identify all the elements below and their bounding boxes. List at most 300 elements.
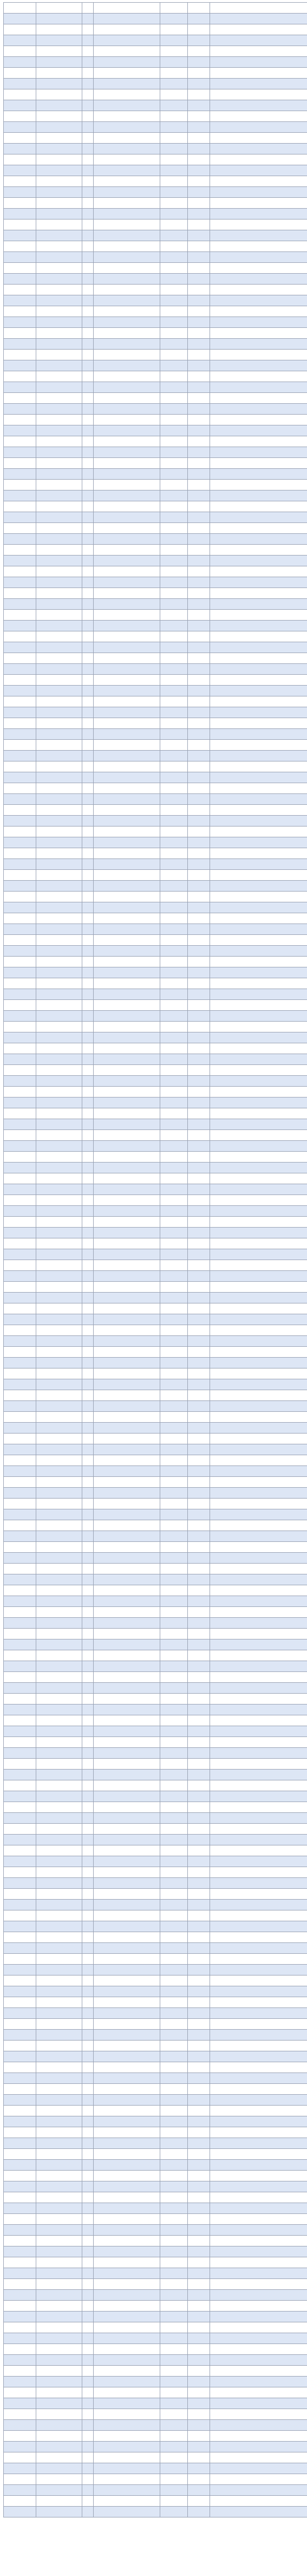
- table-cell-note: [188, 740, 210, 751]
- table-cell-unit: [36, 2409, 82, 2420]
- table-cell-unit: [36, 2452, 82, 2463]
- table-cell-unit: [36, 57, 82, 68]
- table-cell-education: [160, 805, 188, 816]
- table-cell-num: [82, 1802, 94, 1813]
- table-cell-note: [188, 1770, 210, 1780]
- table-cell-other: [210, 523, 307, 534]
- table-cell-other: [210, 1856, 307, 1867]
- table-cell-note: [188, 447, 210, 458]
- table-cell-unit: [36, 2333, 82, 2344]
- table-cell-note: [188, 295, 210, 306]
- table-row: [4, 2474, 307, 2485]
- table-row: [4, 2496, 307, 2507]
- table-cell-note: [188, 2095, 210, 2106]
- table-cell-num: [82, 653, 94, 664]
- table-cell-unit: [36, 2268, 82, 2279]
- table-cell-num: [82, 610, 94, 621]
- table-cell-unit: [36, 2474, 82, 2485]
- table-cell-code: [4, 1650, 36, 1661]
- table-row: [4, 480, 307, 490]
- table-cell-other: [210, 1770, 307, 1780]
- table-cell-num: [82, 1087, 94, 1097]
- table-cell-unit: [36, 1639, 82, 1650]
- table-cell-unit: [36, 339, 82, 350]
- table-cell-note: [188, 1032, 210, 1043]
- table-cell-requirement: [94, 827, 160, 837]
- table-cell-requirement: [94, 3, 160, 14]
- table-row: [4, 2463, 307, 2474]
- table-row: [4, 1054, 307, 1065]
- table-cell-note: [188, 902, 210, 913]
- table-cell-num: [82, 501, 94, 512]
- table-cell-code: [4, 1271, 36, 1282]
- table-row: [4, 902, 307, 913]
- table-row: [4, 458, 307, 469]
- table-cell-unit: [36, 2420, 82, 2431]
- table-cell-requirement: [94, 1650, 160, 1661]
- table-cell-unit: [36, 14, 82, 24]
- table-cell-note: [188, 371, 210, 382]
- table-row: [4, 176, 307, 187]
- table-row: [4, 447, 307, 458]
- table-cell-num: [82, 2398, 94, 2409]
- table-cell-unit: [36, 1054, 82, 1065]
- table-cell-other: [210, 1553, 307, 1564]
- table-cell-other: [210, 2095, 307, 2106]
- table-cell-num: [82, 989, 94, 1000]
- table-cell-requirement: [94, 1152, 160, 1163]
- table-cell-other: [210, 1119, 307, 1130]
- table-cell-unit: [36, 2160, 82, 2171]
- table-cell-unit: [36, 967, 82, 978]
- table-cell-unit: [36, 718, 82, 729]
- table-cell-requirement: [94, 1672, 160, 1683]
- table-cell-code: [4, 1531, 36, 1542]
- table-cell-requirement: [94, 187, 160, 198]
- table-cell-note: [188, 729, 210, 740]
- table-row: [4, 718, 307, 729]
- table-cell-note: [188, 1271, 210, 1282]
- table-cell-unit: [36, 642, 82, 653]
- table-cell-requirement: [94, 1000, 160, 1011]
- table-cell-unit: [36, 1878, 82, 1889]
- table-cell-education: [160, 837, 188, 848]
- table-cell-note: [188, 924, 210, 935]
- table-cell-requirement: [94, 534, 160, 545]
- table-cell-num: [82, 111, 94, 122]
- table-cell-requirement: [94, 794, 160, 805]
- table-cell-unit: [36, 198, 82, 209]
- table-cell-other: [210, 230, 307, 241]
- table-cell-code: [4, 2463, 36, 2474]
- table-cell-note: [188, 209, 210, 219]
- table-cell-other: [210, 892, 307, 902]
- table-cell-num: [82, 68, 94, 79]
- table-cell-note: [188, 588, 210, 599]
- table-cell-note: [188, 545, 210, 556]
- table-cell-other: [210, 794, 307, 805]
- table-cell-num: [82, 1824, 94, 1835]
- table-cell-education: [160, 458, 188, 469]
- table-row: [4, 1347, 307, 1358]
- table-row: [4, 469, 307, 480]
- table-cell-code: [4, 740, 36, 751]
- table-cell-unit: [36, 957, 82, 967]
- table-cell-education: [160, 2160, 188, 2171]
- table-cell-num: [82, 1173, 94, 1184]
- table-cell-code: [4, 1206, 36, 1217]
- table-cell-note: [188, 696, 210, 707]
- table-cell-requirement: [94, 1997, 160, 2008]
- table-cell-unit: [36, 2496, 82, 2507]
- table-row: [4, 2192, 307, 2203]
- table-cell-other: [210, 1358, 307, 1368]
- table-row: [4, 219, 307, 230]
- table-cell-requirement: [94, 1238, 160, 1249]
- table-cell-note: [188, 707, 210, 718]
- table-cell-unit: [36, 1726, 82, 1737]
- table-cell-note: [188, 2225, 210, 2236]
- table-cell-other: [210, 653, 307, 664]
- table-cell-unit: [36, 187, 82, 198]
- table-cell-other: [210, 2041, 307, 2051]
- table-cell-requirement: [94, 2246, 160, 2257]
- table-row: [4, 1553, 307, 1564]
- table-cell-code: [4, 1791, 36, 1802]
- table-cell-other: [210, 1531, 307, 1542]
- table-cell-requirement: [94, 761, 160, 772]
- table-cell-education: [160, 2106, 188, 2116]
- table-cell-unit: [36, 2312, 82, 2322]
- table-cell-code: [4, 924, 36, 935]
- table-cell-unit: [36, 1108, 82, 1119]
- table-cell-note: [188, 274, 210, 285]
- table-cell-code: [4, 1770, 36, 1780]
- table-cell-education: [160, 2409, 188, 2420]
- table-cell-code: [4, 2377, 36, 2387]
- table-row: [4, 2442, 307, 2452]
- table-cell-code: [4, 350, 36, 360]
- table-row: [4, 382, 307, 393]
- table-cell-requirement: [94, 1748, 160, 1759]
- table-cell-education: [160, 2420, 188, 2431]
- table-cell-num: [82, 1770, 94, 1780]
- table-cell-requirement: [94, 469, 160, 480]
- table-cell-code: [4, 566, 36, 577]
- table-cell-num: [82, 1932, 94, 1943]
- table-cell-note: [188, 621, 210, 631]
- table-row: [4, 57, 307, 68]
- table-cell-other: [210, 827, 307, 837]
- table-cell-unit: [36, 2279, 82, 2290]
- table-cell-code: [4, 534, 36, 545]
- table-cell-num: [82, 1119, 94, 1130]
- table-cell-unit: [36, 68, 82, 79]
- table-cell-unit: [36, 1325, 82, 1336]
- table-cell-code: [4, 805, 36, 816]
- table-cell-requirement: [94, 1900, 160, 1910]
- table-cell-requirement: [94, 1705, 160, 1715]
- table-cell-requirement: [94, 881, 160, 892]
- table-cell-other: [210, 1412, 307, 1423]
- table-cell-requirement: [94, 751, 160, 761]
- table-cell-num: [82, 2051, 94, 2062]
- table-cell-other: [210, 1314, 307, 1325]
- table-cell-note: [188, 1401, 210, 1412]
- table-cell-unit: [36, 924, 82, 935]
- table-cell-num: [82, 1184, 94, 1195]
- table-cell-note: [188, 57, 210, 68]
- table-cell-education: [160, 198, 188, 209]
- table-cell-code: [4, 2246, 36, 2257]
- table-cell-code: [4, 1878, 36, 1889]
- table-cell-code: [4, 664, 36, 675]
- table-cell-education: [160, 707, 188, 718]
- table-cell-education: [160, 1282, 188, 1293]
- table-cell-num: [82, 1986, 94, 1997]
- table-cell-requirement: [94, 2084, 160, 2095]
- table-cell-education: [160, 1054, 188, 1065]
- table-cell-code: [4, 1303, 36, 1314]
- table-cell-education: [160, 935, 188, 946]
- table-cell-requirement: [94, 2181, 160, 2192]
- table-cell-note: [188, 2160, 210, 2171]
- table-cell-code: [4, 122, 36, 133]
- table-cell-other: [210, 1228, 307, 1238]
- table-cell-education: [160, 371, 188, 382]
- table-cell-other: [210, 501, 307, 512]
- table-cell-unit: [36, 1271, 82, 1282]
- table-cell-note: [188, 1845, 210, 1856]
- table-cell-education: [160, 1910, 188, 1921]
- table-cell-note: [188, 827, 210, 837]
- table-cell-code: [4, 2312, 36, 2322]
- table-cell-other: [210, 1444, 307, 1455]
- table-row: [4, 1271, 307, 1282]
- table-cell-other: [210, 1900, 307, 1910]
- table-cell-unit: [36, 1900, 82, 1910]
- table-cell-note: [188, 577, 210, 588]
- table-cell-education: [160, 24, 188, 35]
- table-cell-note: [188, 1238, 210, 1249]
- table-row: [4, 1293, 307, 1303]
- table-cell-note: [188, 382, 210, 393]
- table-cell-unit: [36, 469, 82, 480]
- table-cell-education: [160, 2279, 188, 2290]
- table-cell-note: [188, 360, 210, 371]
- table-cell-num: [82, 1011, 94, 1022]
- table-row: [4, 1975, 307, 1986]
- table-row: [4, 1802, 307, 1813]
- table-cell-code: [4, 1564, 36, 1574]
- table-cell-requirement: [94, 415, 160, 425]
- table-row: [4, 577, 307, 588]
- table-cell-requirement: [94, 946, 160, 957]
- table-cell-note: [188, 1000, 210, 1011]
- table-cell-note: [188, 1217, 210, 1228]
- table-cell-education: [160, 577, 188, 588]
- table-cell-num: [82, 89, 94, 100]
- table-cell-unit: [36, 1618, 82, 1629]
- table-row: [4, 2051, 307, 2062]
- table-row: [4, 285, 307, 295]
- table-cell-num: [82, 1000, 94, 1011]
- table-cell-num: [82, 1314, 94, 1325]
- table-cell-requirement: [94, 2106, 160, 2116]
- table-cell-code: [4, 1661, 36, 1672]
- table-cell-education: [160, 2041, 188, 2051]
- table-cell-unit: [36, 1466, 82, 1477]
- table-cell-education: [160, 328, 188, 339]
- table-row: [4, 2181, 307, 2192]
- table-cell-education: [160, 1943, 188, 1954]
- table-cell-code: [4, 339, 36, 350]
- table-cell-code: [4, 1639, 36, 1650]
- table-cell-other: [210, 2149, 307, 2160]
- table-cell-other: [210, 642, 307, 653]
- table-row: [4, 133, 307, 144]
- table-cell-education: [160, 2203, 188, 2214]
- table-row: [4, 1195, 307, 1206]
- table-cell-unit: [36, 1032, 82, 1043]
- table-cell-num: [82, 1477, 94, 1488]
- table-row: [4, 230, 307, 241]
- table-cell-unit: [36, 1141, 82, 1152]
- table-cell-code: [4, 1618, 36, 1629]
- table-cell-unit: [36, 1997, 82, 2008]
- table-cell-education: [160, 1574, 188, 1585]
- table-cell-unit: [36, 3, 82, 14]
- table-cell-code: [4, 111, 36, 122]
- table-row: [4, 859, 307, 870]
- table-cell-note: [188, 2246, 210, 2257]
- table-row: [4, 686, 307, 696]
- table-cell-requirement: [94, 360, 160, 371]
- table-cell-code: [4, 859, 36, 870]
- table-cell-requirement: [94, 1813, 160, 1824]
- table-cell-requirement: [94, 1097, 160, 1108]
- table-row: [4, 935, 307, 946]
- table-cell-unit: [36, 154, 82, 165]
- table-cell-education: [160, 1249, 188, 1260]
- table-cell-code: [4, 1141, 36, 1152]
- table-cell-code: [4, 1358, 36, 1368]
- table-cell-other: [210, 2257, 307, 2268]
- table-cell-num: [82, 1282, 94, 1293]
- table-cell-code: [4, 1022, 36, 1032]
- table-cell-unit: [36, 566, 82, 577]
- table-cell-num: [82, 1607, 94, 1618]
- table-cell-num: [82, 642, 94, 653]
- table-cell-unit: [36, 1553, 82, 1564]
- table-cell-code: [4, 1672, 36, 1683]
- table-cell-education: [160, 447, 188, 458]
- table-cell-note: [188, 1477, 210, 1488]
- table-cell-code: [4, 1249, 36, 1260]
- table-cell-num: [82, 154, 94, 165]
- table-cell-code: [4, 794, 36, 805]
- table-cell-code: [4, 1434, 36, 1444]
- table-cell-education: [160, 2442, 188, 2452]
- table-row: [4, 404, 307, 415]
- table-cell-requirement: [94, 588, 160, 599]
- table-cell-note: [188, 1011, 210, 1022]
- table-cell-num: [82, 2214, 94, 2225]
- table-cell-note: [188, 2409, 210, 2420]
- table-cell-unit: [36, 1249, 82, 1260]
- table-row: [4, 2160, 307, 2171]
- table-row: [4, 664, 307, 675]
- table-cell-code: [4, 2127, 36, 2138]
- table-cell-unit: [36, 1813, 82, 1824]
- table-cell-num: [82, 2041, 94, 2051]
- table-row: [4, 978, 307, 989]
- table-cell-requirement: [94, 1499, 160, 1509]
- table-cell-education: [160, 967, 188, 978]
- table-row: [4, 1650, 307, 1661]
- table-cell-code: [4, 1574, 36, 1585]
- table-cell-num: [82, 1835, 94, 1845]
- table-cell-num: [82, 1379, 94, 1390]
- table-cell-education: [160, 46, 188, 57]
- table-cell-requirement: [94, 1444, 160, 1455]
- table-cell-other: [210, 2301, 307, 2312]
- table-cell-other: [210, 1813, 307, 1824]
- table-cell-num: [82, 2192, 94, 2203]
- table-cell-note: [188, 2073, 210, 2084]
- table-row: [4, 1314, 307, 1325]
- table-cell-education: [160, 631, 188, 642]
- table-cell-other: [210, 1835, 307, 1845]
- table-cell-unit: [36, 425, 82, 436]
- table-cell-note: [188, 1434, 210, 1444]
- table-cell-code: [4, 144, 36, 154]
- table-cell-unit: [36, 263, 82, 274]
- table-cell-other: [210, 2127, 307, 2138]
- table-cell-unit: [36, 1152, 82, 1163]
- table-cell-other: [210, 1130, 307, 1141]
- table-cell-education: [160, 1423, 188, 1434]
- table-cell-num: [82, 1672, 94, 1683]
- table-cell-education: [160, 436, 188, 447]
- table-cell-other: [210, 740, 307, 751]
- table-cell-other: [210, 1715, 307, 1726]
- table-cell-requirement: [94, 2387, 160, 2398]
- table-cell-code: [4, 1488, 36, 1499]
- table-cell-code: [4, 2420, 36, 2431]
- table-cell-education: [160, 339, 188, 350]
- table-cell-note: [188, 328, 210, 339]
- table-cell-education: [160, 3, 188, 14]
- table-cell-note: [188, 1379, 210, 1390]
- table-cell-unit: [36, 1531, 82, 1542]
- table-cell-requirement: [94, 512, 160, 523]
- table-cell-unit: [36, 881, 82, 892]
- table-cell-num: [82, 1347, 94, 1358]
- table-cell-num: [82, 1574, 94, 1585]
- table-cell-other: [210, 1184, 307, 1195]
- table-cell-education: [160, 892, 188, 902]
- table-cell-education: [160, 1932, 188, 1943]
- table-cell-note: [188, 2084, 210, 2095]
- table-cell-code: [4, 2073, 36, 2084]
- table-cell-unit: [36, 2366, 82, 2377]
- table-cell-other: [210, 1780, 307, 1791]
- table-cell-code: [4, 154, 36, 165]
- table-cell-requirement: [94, 2507, 160, 2517]
- table-cell-requirement: [94, 577, 160, 588]
- table-cell-education: [160, 512, 188, 523]
